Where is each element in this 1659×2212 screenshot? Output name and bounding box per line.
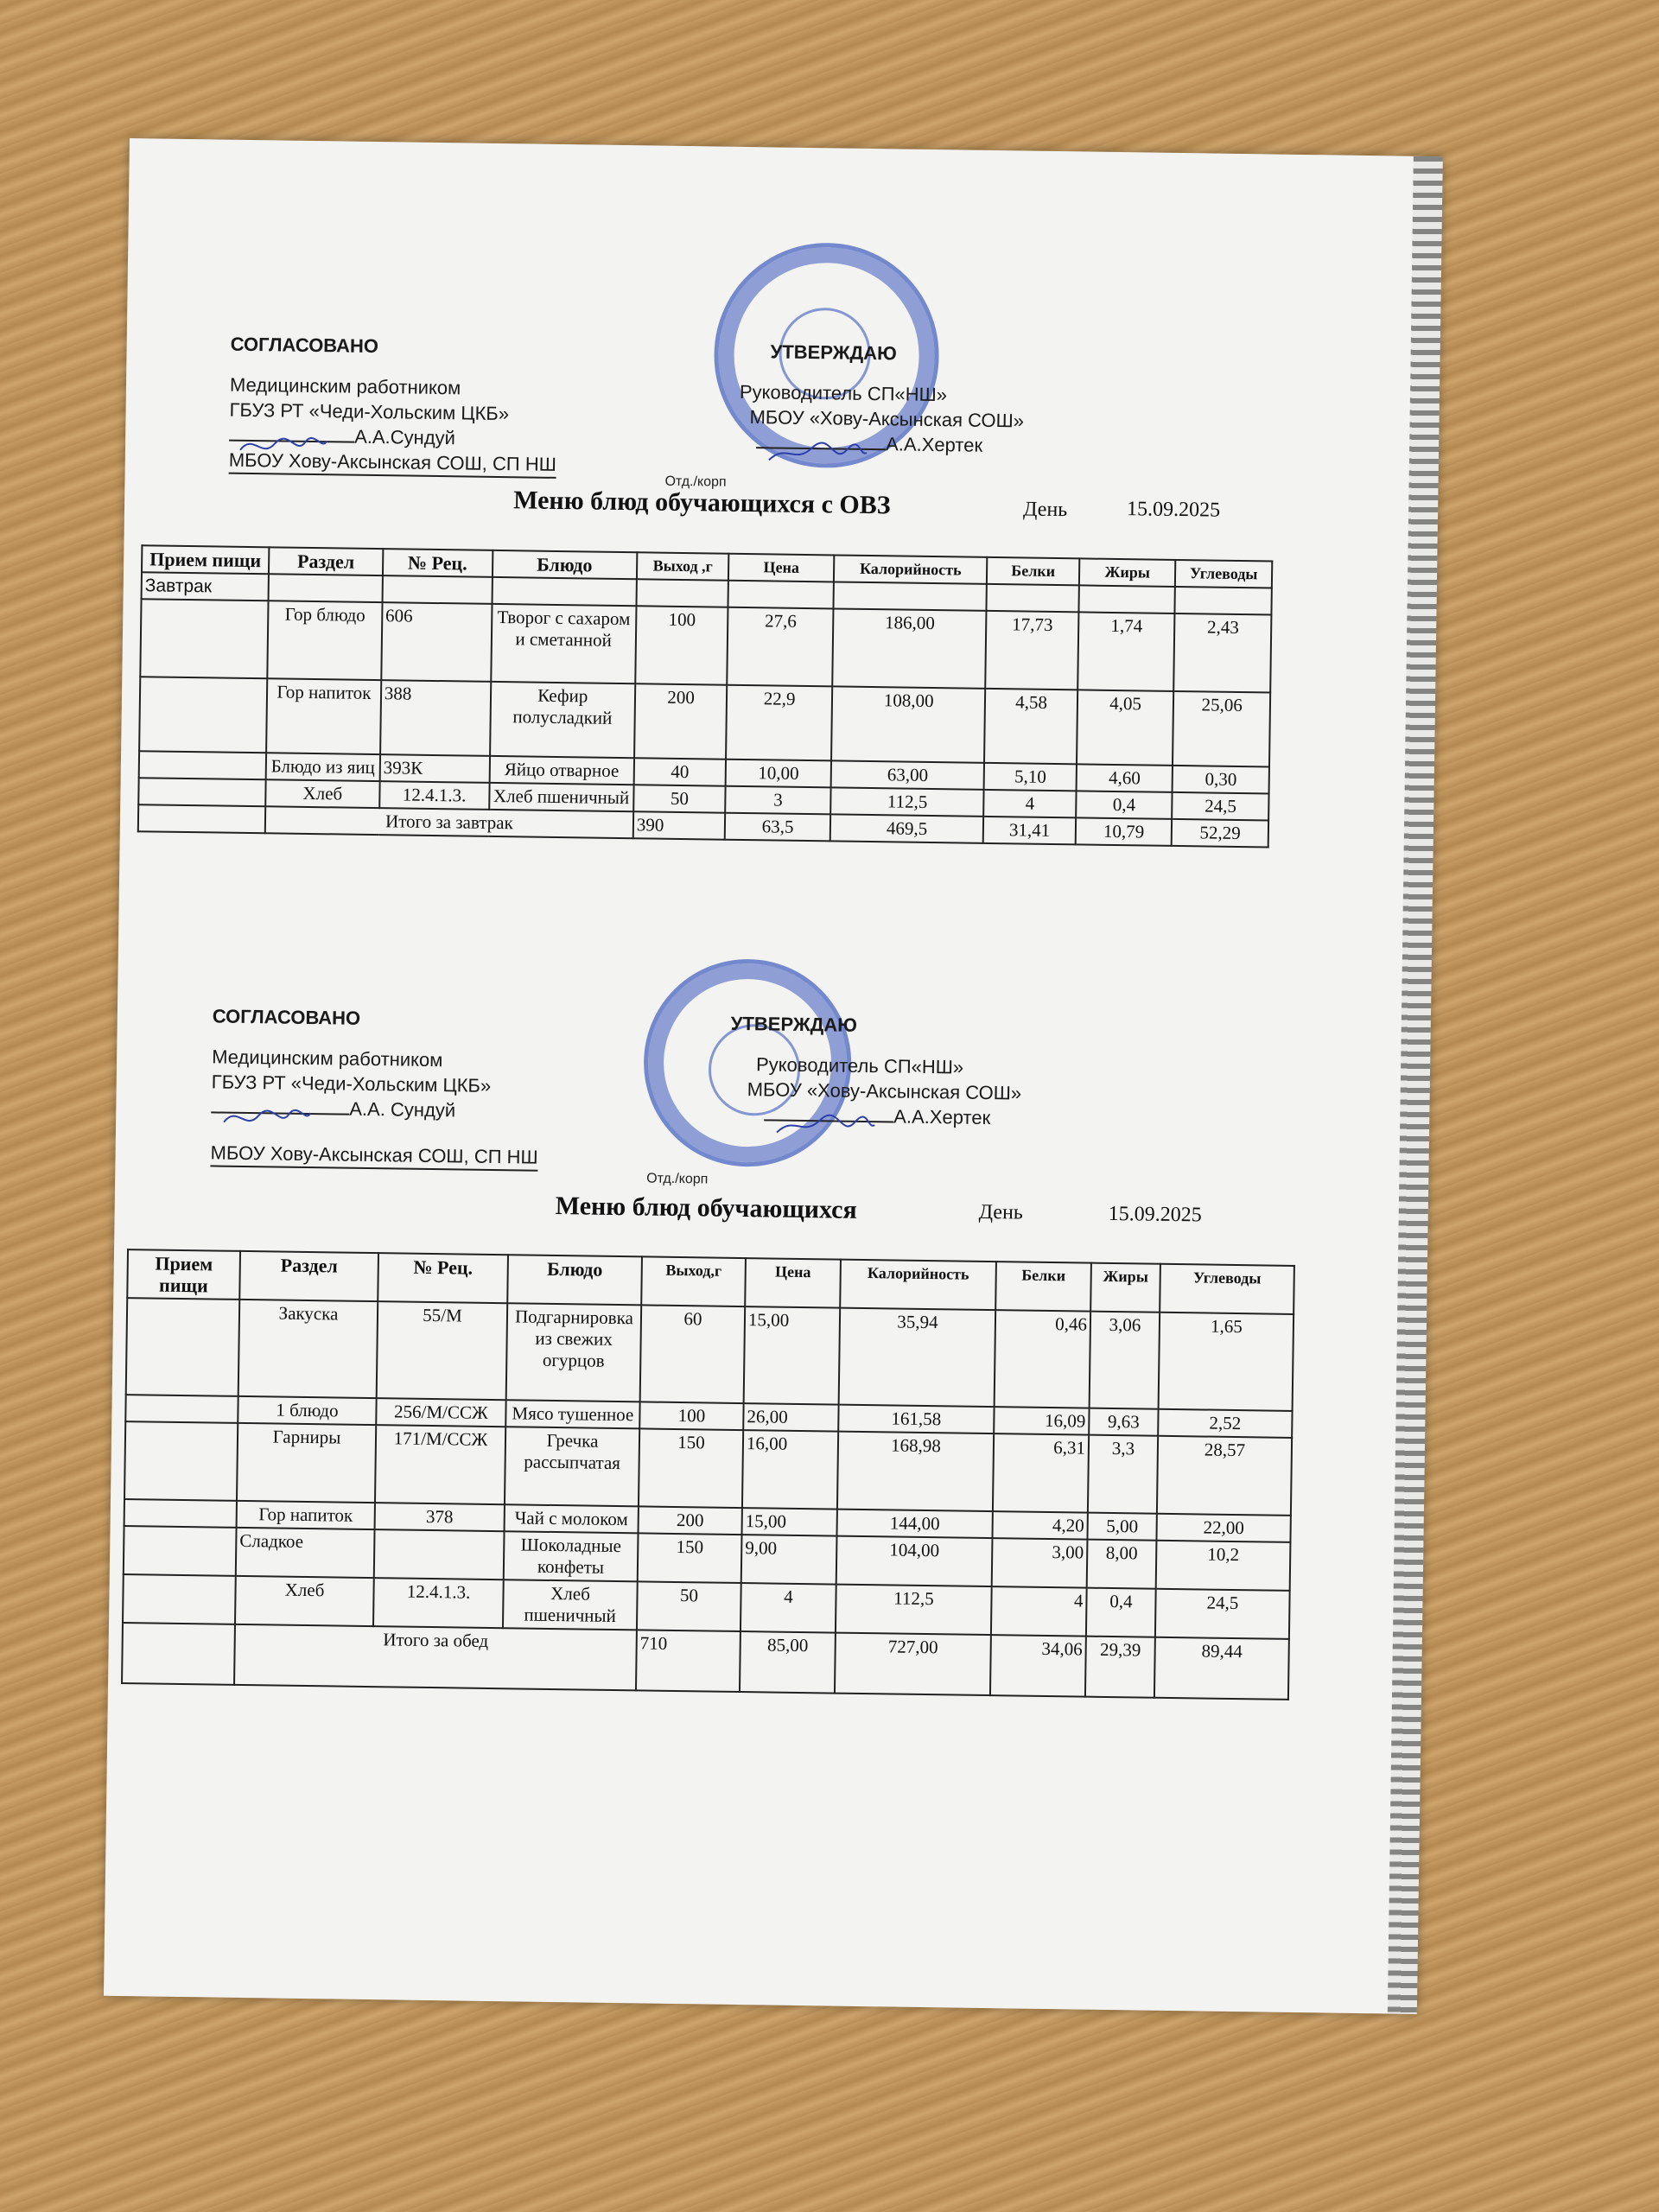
- col-header-recipe: № Рец.: [378, 1253, 508, 1303]
- row-dish: Яйцо отварное: [489, 756, 634, 785]
- toner-edge: [1388, 156, 1443, 2014]
- agreed-name: А.А. Сундуй: [349, 1097, 456, 1122]
- row-dish: Творог с сахаром и сметанной: [491, 604, 637, 683]
- col-header-carbs: Углеводы: [1160, 1264, 1294, 1314]
- row-price: 22,9: [726, 685, 832, 761]
- col-header-calories: Калорийность: [840, 1260, 996, 1311]
- day-label: День: [1022, 498, 1068, 522]
- row-price: 10,00: [726, 760, 831, 788]
- row-section: 1 блюдо: [238, 1396, 376, 1425]
- col-header-meal: Прием пищи: [142, 545, 269, 574]
- col-header-dish: Блюдо: [493, 550, 638, 579]
- row-dish: Кефир полусладкий: [490, 682, 635, 758]
- col-header-output: Выход ,г: [637, 552, 729, 580]
- col-header-price: Цена: [728, 554, 834, 582]
- signature-khertek: [764, 1119, 893, 1122]
- row-carbs: 1,65: [1159, 1313, 1294, 1411]
- meal-name: Завтрак: [142, 572, 269, 601]
- total-carbs: 52,29: [1172, 819, 1268, 848]
- row-fats: 9,63: [1089, 1408, 1158, 1436]
- row-recipe: 388: [380, 680, 491, 756]
- row-output: 50: [633, 785, 726, 812]
- row-section: Гор блюдо: [267, 601, 382, 680]
- row-calories: 35,94: [839, 1308, 996, 1408]
- dept-label: Отд./корп: [664, 474, 727, 490]
- row-proteins: 4: [984, 790, 1077, 817]
- row-fats: 4,05: [1077, 690, 1174, 766]
- handwritten-signature: [219, 1105, 315, 1133]
- row-recipe: 393К: [379, 754, 489, 783]
- row-output: 100: [639, 1402, 743, 1430]
- agreed-block: [229, 332, 558, 479]
- approve-title: УТВЕРЖДАЮ: [770, 340, 897, 365]
- row-calories: 112,5: [830, 787, 984, 816]
- row-dish: Подгарнировка из свежих огурцов: [506, 1303, 642, 1402]
- handwritten-signature: [772, 1111, 876, 1142]
- row-calories: 63,00: [831, 760, 985, 789]
- row-carbs: 24,5: [1155, 1589, 1290, 1639]
- col-header-section: Раздел: [239, 1251, 378, 1301]
- table-row: [126, 1298, 1294, 1411]
- row-calories: 168,98: [837, 1432, 994, 1512]
- row-price: 15,00: [742, 1508, 837, 1536]
- row-fats: 3,3: [1088, 1435, 1158, 1514]
- row-fats: 5,00: [1087, 1513, 1156, 1541]
- row-recipe: 12.4.1.3.: [379, 781, 489, 810]
- approve-line2: МБОУ «Хову-Аксынская СОШ»: [749, 406, 1025, 432]
- agreed-org: МБОУ Хову-Аксынская СОШ, СП НШ: [229, 448, 556, 479]
- row-price: 26,00: [743, 1403, 838, 1432]
- signature-sunduy: [229, 440, 354, 443]
- approve-line1: Руководитель СП«НШ»: [739, 380, 948, 406]
- col-header-recipe: № Рец.: [383, 549, 493, 577]
- row-fats: 8,00: [1087, 1540, 1157, 1589]
- row-carbs: 25,06: [1173, 691, 1270, 767]
- agreed-title: СОГЛАСОВАНО: [230, 333, 379, 358]
- row-output: 150: [639, 1428, 743, 1508]
- row-output: 200: [639, 1506, 742, 1535]
- agreed-title: СОГЛАСОВАНО: [212, 1005, 361, 1029]
- row-fats: 3,06: [1090, 1312, 1160, 1409]
- menu-sheet: [104, 138, 1443, 2014]
- row-calories: 104,00: [836, 1536, 993, 1587]
- row-dish: Мясо тушенное: [505, 1400, 639, 1428]
- row-carbs: 2,43: [1174, 613, 1272, 693]
- row-dish: Хлеб пшеничный: [503, 1580, 638, 1630]
- row-fats: 4,60: [1076, 764, 1173, 792]
- row-proteins: 5,10: [984, 763, 1077, 791]
- total-fats: 10,79: [1076, 817, 1173, 846]
- row-proteins: 4: [991, 1586, 1087, 1637]
- row-calories: 144,00: [836, 1510, 992, 1539]
- row-calories: 108,00: [831, 686, 986, 762]
- row-carbs: 22,00: [1156, 1514, 1290, 1542]
- approve-block: [739, 339, 1025, 459]
- row-proteins: 4,58: [984, 689, 1077, 764]
- col-header-proteins: Белки: [995, 1262, 1091, 1312]
- total-proteins: 34,06: [990, 1635, 1086, 1697]
- row-dish: Хлеб пшеничный: [489, 783, 634, 811]
- agreed-signature-line: [229, 423, 556, 452]
- total-calories: 469,5: [830, 814, 984, 842]
- total-fats: 29,39: [1085, 1637, 1155, 1698]
- row-fats: 0,4: [1076, 791, 1173, 819]
- total-carbs: 89,44: [1154, 1637, 1289, 1700]
- row-carbs: 28,57: [1157, 1436, 1292, 1516]
- row-fats: 0,4: [1086, 1588, 1156, 1637]
- row-recipe: 55/М: [377, 1301, 508, 1400]
- approve-block: [721, 1011, 1022, 1131]
- menu-date: 15.09.2025: [1108, 1202, 1202, 1227]
- agreed-name: А.А.Сундуй: [354, 425, 456, 449]
- total-price: 63,5: [725, 813, 830, 842]
- lunch-table: [121, 1249, 1295, 1700]
- approve-line2: МБОУ «Хову-Аксынская СОШ»: [747, 1078, 1022, 1104]
- col-header-fats: Жиры: [1079, 558, 1176, 587]
- row-price: 3: [725, 786, 830, 815]
- approve-line1: Руководитель СП«НШ»: [755, 1053, 964, 1078]
- menu-date: 15.09.2025: [1126, 498, 1221, 522]
- row-proteins: 4,20: [992, 1511, 1087, 1540]
- row-dish: Шоколадные конфеты: [504, 1531, 639, 1581]
- row-output: 60: [640, 1305, 746, 1403]
- row-recipe: 378: [375, 1503, 505, 1531]
- row-price: 27,6: [728, 607, 834, 687]
- row-price: 9,00: [741, 1535, 837, 1585]
- row-proteins: 17,73: [986, 611, 1079, 690]
- row-proteins: 3,00: [992, 1538, 1088, 1588]
- row-carbs: 2,52: [1158, 1409, 1292, 1438]
- row-dish: Гречка рассыпчатая: [505, 1427, 639, 1506]
- row-price: 15,00: [744, 1306, 841, 1405]
- total-price: 85,00: [740, 1631, 836, 1694]
- signature-sunduy: [211, 1111, 349, 1115]
- agreed-org: МБОУ Хову-Аксынская СОШ, СП НШ: [210, 1140, 537, 1171]
- row-proteins: 6,31: [993, 1433, 1089, 1513]
- row-section: Гарниры: [237, 1423, 376, 1503]
- row-recipe: [374, 1529, 505, 1580]
- total-output: 390: [633, 811, 726, 839]
- agreed-line2: ГБУЗ РТ «Чеди-Хольским ЦКБ»: [211, 1071, 492, 1096]
- approve-name: А.А.Хертек: [885, 433, 983, 456]
- row-output: 200: [634, 683, 728, 759]
- row-recipe: 256/М/ССЖ: [376, 1398, 505, 1427]
- row-section: Хлеб: [235, 1576, 374, 1626]
- col-header-carbs: Углеводы: [1175, 560, 1272, 588]
- total-calories: 727,00: [835, 1633, 991, 1696]
- agreed-line2: ГБУЗ РТ «Чеди-Хольским ЦКБ»: [229, 398, 510, 425]
- row-recipe: 12.4.1.3.: [373, 1578, 504, 1628]
- row-recipe: 606: [381, 602, 492, 682]
- row-output: 50: [637, 1581, 741, 1631]
- menu-title-ovz: Меню блюд обучающихся с ОВЗ: [512, 486, 891, 520]
- row-carbs: 10,2: [1156, 1541, 1291, 1591]
- handwritten-signature: [236, 433, 331, 461]
- day-label: День: [978, 1200, 1024, 1224]
- col-header-proteins: Белки: [987, 557, 1079, 585]
- handwritten-signature: [765, 438, 868, 469]
- row-calories: 112,5: [836, 1585, 992, 1636]
- menu-title: Меню блюд обучающихся: [555, 1192, 857, 1224]
- row-section: Хлеб: [265, 779, 379, 808]
- approve-name: А.А.Хертек: [893, 1105, 991, 1129]
- row-output: 40: [633, 758, 726, 785]
- dept-label: Отд./корп: [646, 1171, 709, 1187]
- col-header-fats: Жиры: [1090, 1263, 1160, 1313]
- row-fats: 1,74: [1077, 612, 1175, 691]
- col-header-output: Выход,г: [641, 1256, 746, 1306]
- row-calories: 186,00: [832, 608, 987, 688]
- col-header-section: Раздел: [269, 547, 383, 575]
- total-proteins: 31,41: [983, 817, 1076, 844]
- row-output: 100: [635, 606, 728, 684]
- col-header-calories: Калорийность: [834, 555, 988, 583]
- row-dish: Чай с молоком: [505, 1504, 639, 1533]
- row-proteins: 0,46: [995, 1310, 1091, 1408]
- col-header-price: Цена: [745, 1258, 841, 1308]
- agreed-line1: Медицинским работником: [211, 1046, 443, 1071]
- row-section: Сладкое: [236, 1528, 375, 1578]
- row-price: 16,00: [742, 1430, 838, 1510]
- total-label: Итого за обед: [234, 1624, 637, 1690]
- col-header-meal: Прием пищи: [127, 1249, 240, 1300]
- agreed-line1: Медицинским работником: [229, 373, 461, 399]
- col-header-dish: Блюдо: [507, 1255, 642, 1305]
- signature-khertek: [756, 447, 886, 450]
- row-section: Блюдо из яиц: [266, 753, 380, 781]
- row-section: Закуска: [238, 1300, 378, 1398]
- row-output: 150: [638, 1533, 742, 1583]
- agreed-block: [210, 1003, 540, 1171]
- approve-title: УТВЕРЖДАЮ: [730, 1012, 858, 1036]
- row-price: 4: [741, 1583, 836, 1633]
- breakfast-table: [137, 544, 1274, 848]
- approve-signature-line: [739, 429, 1024, 459]
- row-carbs: 24,5: [1173, 792, 1269, 821]
- approve-signature-line: [721, 1102, 1021, 1131]
- row-calories: 161,58: [838, 1405, 994, 1434]
- row-section: Гор напиток: [237, 1501, 375, 1529]
- row-section: Гор напиток: [266, 678, 381, 754]
- total-output: 710: [636, 1630, 741, 1692]
- total-label: Итого за завтрак: [265, 806, 633, 838]
- row-recipe: 171/М/ССЖ: [375, 1425, 505, 1504]
- agreed-signature-line: [211, 1094, 538, 1123]
- row-proteins: 16,09: [994, 1407, 1089, 1435]
- row-carbs: 0,30: [1173, 766, 1269, 794]
